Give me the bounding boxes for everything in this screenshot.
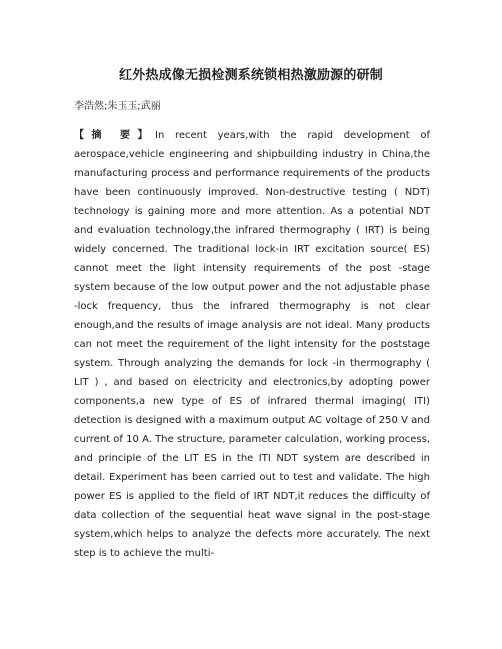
- abstract-paragraph: [74, 126, 430, 563]
- paper-title: 红外热成像无损检测系统锁相热激励源的研制: [118, 68, 383, 83]
- abstract-label: 【摘 要】: [74, 130, 156, 141]
- paper-authors: 李浩然;朱玉玉;武丽: [74, 101, 161, 112]
- abstract-text: In recent years,with the rapid development of aerospace,vehicle engineering and shipbuilding industry in China,the manufacturing process and performance requirements of the products have been continuously improved. Non-destructive testing ( NDT) technology is gaining more and more attention. As a potential NDT and evaluation technology,the infrared thermography ( IRT) is being widely concerned. The traditional lock-in IRT excitation source( ES) cannot meet the light intensity requirements of the post -stage system because of the low output power and the not adjustable phase -lock frequency, thus the infrared thermography is not clear enough,and the results of image analysis are not ideal. Many products can not meet the requirement of the light intensity for the poststage system. Through analyzing the demands for lock -in thermography ( LIT ) , and based on electricity and electronics,by adopting power components,a new type of ES of infrared thermal imaging( ITI) detection is designed with a maximum output AC voltage of 250 V and current of 10 A. The structure, parameter calculation, working process, and principle of the LIT ES in the ITI NDT system are described in detail. Experiment has been carried out to test and validate. The high power ES is applied to the field of IRT NDT,it reduces the difficulty of data collection of the sequential heat wave signal in the post-stage system,which helps to analyze the defects more accurately. The next step is to achieve the multi-: [74, 130, 430, 559]
